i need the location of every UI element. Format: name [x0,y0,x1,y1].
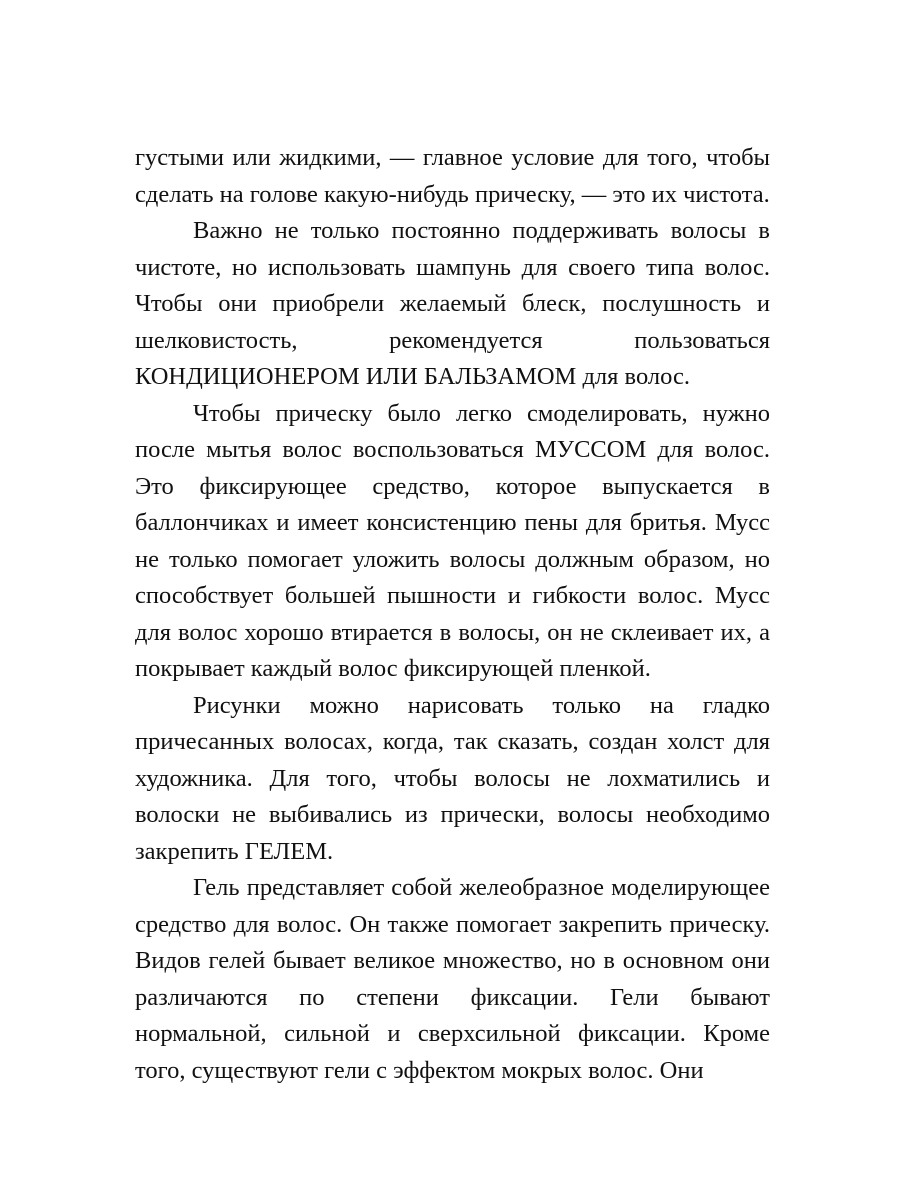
paragraph-1: густыми или жидкими, — главное условие для того, чтобы сделать на голове какую-нибудь прическу, — это их чистота. [135,144,770,208]
paragraph-4: Рисунки можно нарисовать только на гладко причесанных волосах, когда, так сказать, создан холст для художника. Для того, чтобы волосы не лохматились и волоски не выбивались из прически, волосы необходимо закрепить ГЕЛЕМ. [135,691,770,865]
page-text-column [135,140,770,1089]
paragraph-2: Важно не только постоянно поддерживать волосы в чистоте, но использовать шампунь для своего типа волос. Чтобы они приобрели желаемый блеск, послушность и шелковистость, рекомендуется пользоваться КОНДИЦИОНЕРОМ ИЛИ БАЛЬЗАМОМ для волос. [135,217,770,390]
paragraph-3: Чтобы прическу было легко смоделировать, нужно после мытья волос воспользоваться МУССОМ для волос. Это фиксирующее средство, которое выпускается в баллончиках и имеет консистенцию пены для бритья. Мусс не только помогает уложить волосы должным образом, но способствует большей пышности и гибкости волос. Мусс для волос хорошо втирается в волосы, он не склеивает их, а покрывает каждый волос фиксирующей пленкой. [135,399,770,682]
paragraph-5: Гель представляет собой желеобразное моделирующее средство для волос. Он также помогает закрепить прическу. Видов гелей бывает великое множество, но в основном они различаются по степени фиксации. Гели бывают нормальной, сильной и сверхсильной фиксации. Кроме того, существуют гели с эффектом мокрых волос. Они [135,874,770,1084]
